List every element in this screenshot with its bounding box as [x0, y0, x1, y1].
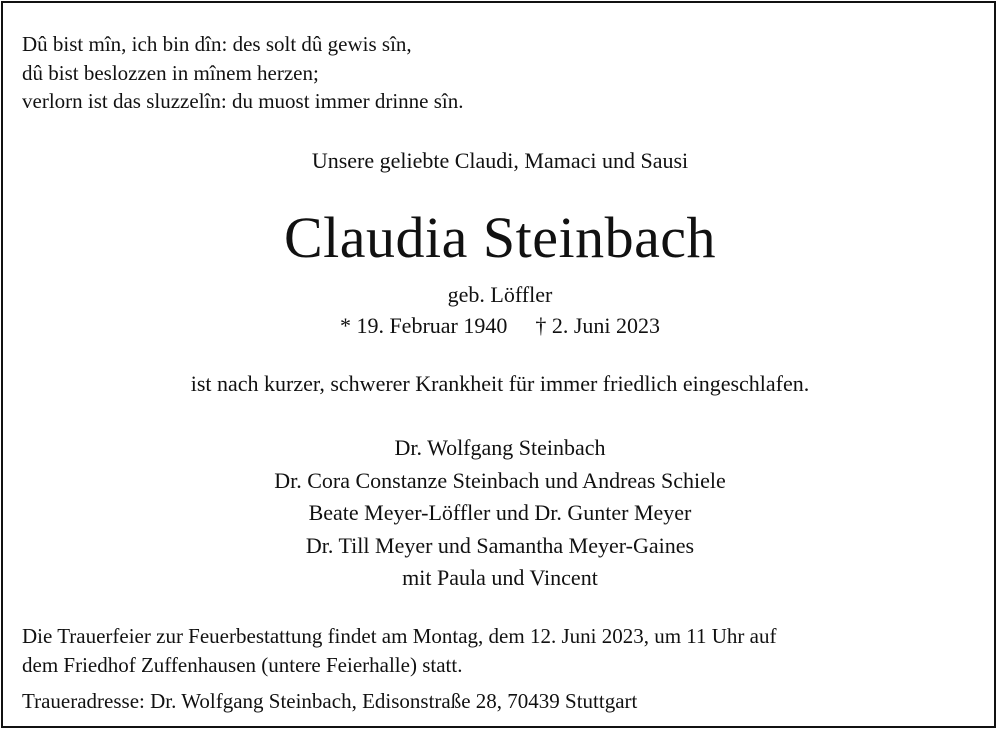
mourner-line: Beate Meyer-Löffler und Dr. Gunter Meyer: [308, 500, 692, 525]
mourners-list: [0, 432, 1000, 595]
ceremony-line: Die Trauerfeier zur Feuerbestattung findet am Montag, dem 12. Juni 2023, um 11 Uhr auf: [22, 624, 777, 648]
birth-date: * 19. Februar 1940: [339, 313, 508, 338]
poem-line: Dû bist mîn, ich bin dîn: des solt dû gewis sîn,: [22, 32, 412, 56]
mourner-line: Dr. Wolfgang Steinbach: [394, 435, 606, 460]
deceased-name: Claudia Steinbach: [283, 205, 717, 270]
death-date: † 2. Juni 2023: [535, 313, 661, 338]
death-message: ist nach kurzer, schwerer Krankheit für immer friedlich eingeschlafen.: [190, 371, 810, 396]
poem: [22, 30, 464, 116]
poem-line: verlorn ist das sluzzelîn: du muost immer drinne sîn.: [22, 89, 464, 113]
ceremony-info: [22, 622, 776, 679]
poem-line: dû bist beslozzen in mînem herzen;: [22, 60, 319, 85]
intro-line: Unsere geliebte Claudi, Mamaci und Sausi: [311, 148, 689, 173]
mourning-address: Traueradresse: Dr. Wolfgang Steinbach, Edisonstraße 28, 70439 Stuttgart: [22, 689, 638, 713]
life-dates: [0, 313, 1000, 339]
mourner-line: mit Paula und Vincent: [402, 565, 598, 590]
ceremony-line: dem Friedhof Zuffenhausen (untere Feierhalle) statt.: [22, 652, 463, 677]
mourner-line: Dr. Till Meyer und Samantha Meyer-Gaines: [305, 532, 695, 558]
birth-name: geb. Löffler: [447, 282, 553, 307]
mourner-line: Dr. Cora Constanze Steinbach und Andreas Schiele: [274, 467, 726, 493]
